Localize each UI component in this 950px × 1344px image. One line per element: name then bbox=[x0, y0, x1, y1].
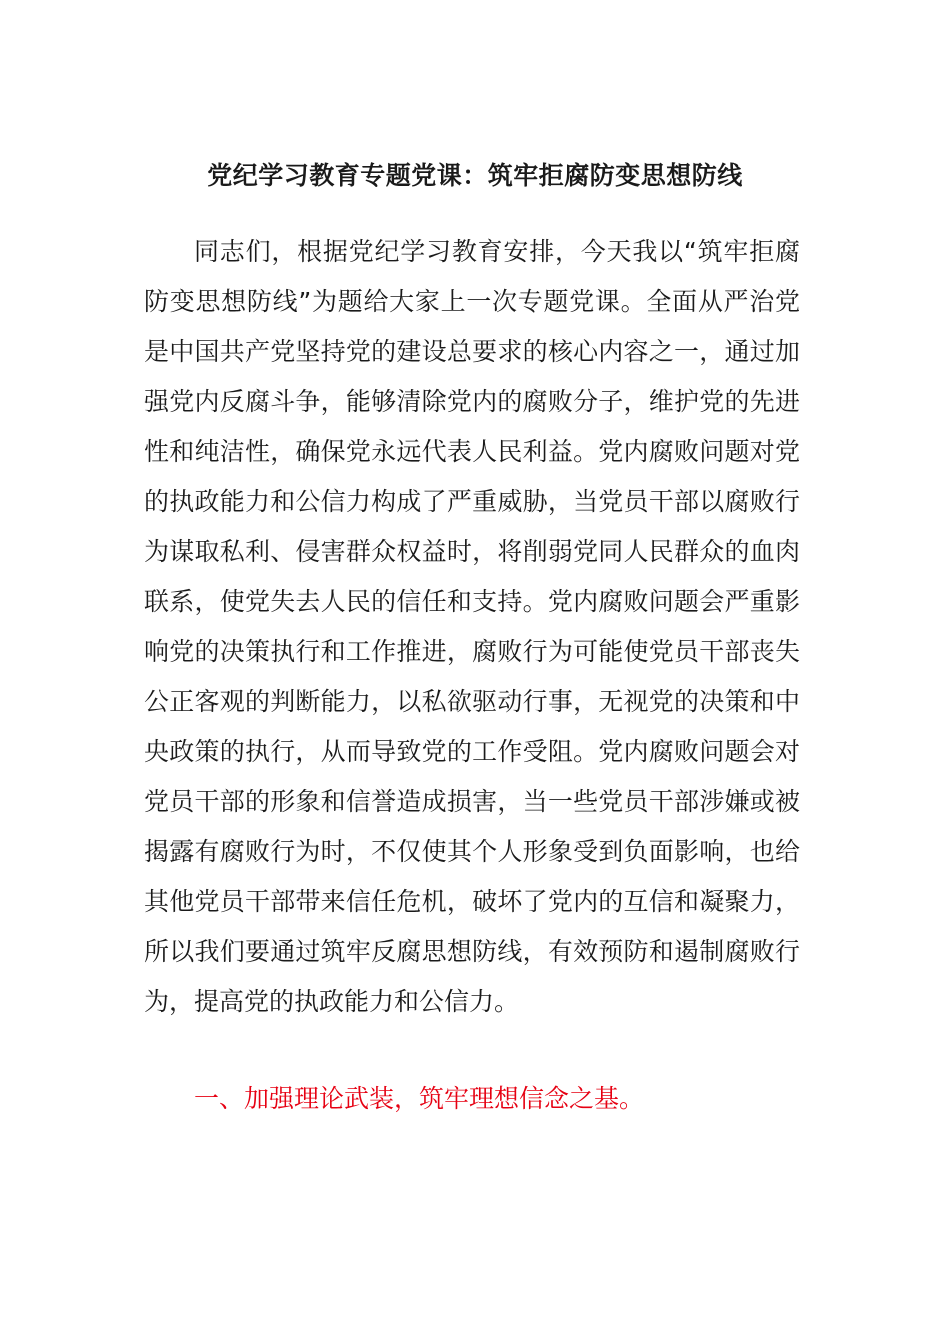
document-title: 党纪学习教育专题党课：筑牢拒腐防变思想防线 bbox=[207, 161, 743, 190]
section-heading: 一、加强理论武装，筑牢理想信念之基。 bbox=[194, 1084, 645, 1113]
body-paragraph: 同志们，根据党纪学习教育安排，今天我以“筑牢拒腐防变思想防线”为题给大家上一次专题党课。全面从严治党是中国共产党坚持党的建设总要求的核心内容之一，通过加强党内反腐斗争，能够清除党内的腐败分子，维护党的先进性和纯洁性，确保党永远代表人民利益。党内腐败问题对党的执政能力和公信力构成了严重威胁，当党员干部以腐败行为谋取私利、侵害群众权益时，将削弱党同人民群众的血肉联系，使党失去人民的信任和支持。党内腐败问题会严重影响党的决策执行和工作推进，腐败行为可能使党员干部丧失公正客观的判断能力，以私欲驱动行事，无视党的决策和中央政策的执行，从而导致党的工作受阻。党内腐败问题会对党员干部的形象和信誉造成损害，当一些党员干部涉嫌或被揭露有腐败行为时，不仅使其个人形象受到负面影响，也给其他党员干部带来信任危机，破坏了党内的互信和凝聚力，所以我们要通过筑牢反腐思想防线，有效预防和遏制腐败行为，提高党的执政能力和公信力。 bbox=[144, 237, 800, 1016]
